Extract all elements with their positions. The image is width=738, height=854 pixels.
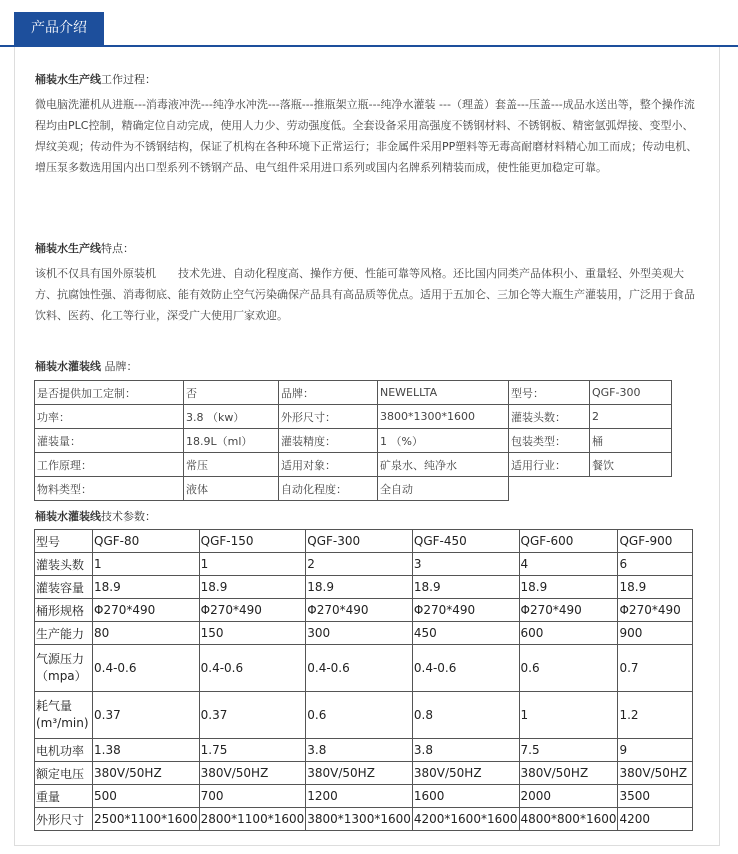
table-row xyxy=(35,808,693,831)
brand-cell: 3.8 （kw） xyxy=(184,405,279,429)
spec-cell: 600 xyxy=(519,622,618,645)
spec-cell: 桶形规格 xyxy=(35,599,93,622)
spec-cell: 1200 xyxy=(306,785,413,808)
spec-cell: 2000 xyxy=(519,785,618,808)
spec-cell: 380V/50HZ xyxy=(306,762,413,785)
table-row xyxy=(35,692,693,739)
work-process-text: 微电脑洗灌机从进瓶---消毒液冲洗---纯净水冲洗---落瓶---推瓶架立瓶---纯净水灌装 ---（理盖）套盖---压盖---成品水送出等，整个操作流程均由PLC控制，精确定位自动完成，使用人力少、劳动强度低。全套设备采用高强度不锈钢材料、不锈钢板、精密氩弧焊接、变型小、焊纹美观；传动件为不锈钢结构，保证了机构在各种环境下正常运行；非金属件采用PP塑料等无毒高耐磨材料精心加工而成；传动电机、增压泵多数选用国内出口型系列不锈钢产品、电气组件采用进口系列或国内名牌系列精装而成，使性能更加稳定可靠。 xyxy=(35,98,698,174)
spec-cell: 电机功率 xyxy=(35,739,93,762)
brand-cell: 灌装量： xyxy=(35,429,184,453)
brand-cell: 否 xyxy=(184,381,279,405)
spec-cell: 18.9 xyxy=(306,576,413,599)
spec-cell: 1.75 xyxy=(199,739,306,762)
spec-cell: 6 xyxy=(618,553,693,576)
spec-cell: 380V/50HZ xyxy=(519,762,618,785)
brand-cell: 矿泉水、纯净水 xyxy=(378,453,509,477)
spec-cell: 3500 xyxy=(618,785,693,808)
table-row xyxy=(35,645,693,692)
brand-table xyxy=(34,380,672,501)
brand-cell: NEWELLTA xyxy=(378,381,509,405)
table-row xyxy=(35,453,672,477)
work-process-heading-bold: 桶装水生产线 xyxy=(35,73,101,86)
spec-cell: 450 xyxy=(412,622,519,645)
brand-cell: 全自动 xyxy=(378,477,509,501)
brand-cell: 自动化程度： xyxy=(279,477,378,501)
spec-cell: 0.37 xyxy=(199,692,306,739)
brand-cell: 餐饮 xyxy=(590,453,672,477)
spec-cell: 18.9 xyxy=(412,576,519,599)
brand-cell: QGF-300 xyxy=(590,381,672,405)
spec-cell: 1 xyxy=(93,553,200,576)
spec-cell: 380V/50HZ xyxy=(199,762,306,785)
spec-cell: 重量 xyxy=(35,785,93,808)
tab-product-intro[interactable]: 产品介绍 xyxy=(14,12,104,45)
spec-cell: 18.9 xyxy=(519,576,618,599)
spec-cell: 380V/50HZ xyxy=(412,762,519,785)
spec-cell: 900 xyxy=(618,622,693,645)
brand-cell: 桶 xyxy=(590,429,672,453)
features-heading xyxy=(35,241,700,257)
brand-cell: 18.9L（ml） xyxy=(184,429,279,453)
spec-cell: 0.37 xyxy=(93,692,200,739)
table-row xyxy=(35,429,672,453)
brand-cell: 适用行业： xyxy=(509,453,590,477)
spec-cell: 0.4-0.6 xyxy=(306,645,413,692)
spec-cell: 150 xyxy=(199,622,306,645)
spec-cell: 生产能力 xyxy=(35,622,93,645)
spec-cell: 0.7 xyxy=(618,645,693,692)
spec-cell: Φ270*490 xyxy=(306,599,413,622)
brand-cell: 液体 xyxy=(184,477,279,501)
spec-cell: Φ270*490 xyxy=(412,599,519,622)
table-row xyxy=(35,381,672,405)
brand-cell: 品牌： xyxy=(279,381,378,405)
spec-cell: 3.8 xyxy=(412,739,519,762)
spec-cell: 气源压力（mpa） xyxy=(35,645,93,692)
spec-cell: 7.5 xyxy=(519,739,618,762)
spec-table xyxy=(34,529,693,831)
brand-cell: 外形尺寸： xyxy=(279,405,378,429)
brand-section xyxy=(35,359,700,375)
spec-cell: 18.9 xyxy=(199,576,306,599)
table-row xyxy=(35,576,693,599)
features-heading-rest: 特点： xyxy=(101,242,134,255)
spec-cell: 0.6 xyxy=(519,645,618,692)
spec-cell: QGF-450 xyxy=(412,530,519,553)
brand-cell: 灌装精度： xyxy=(279,429,378,453)
spec-cell: 380V/50HZ xyxy=(93,762,200,785)
spec-cell: 额定电压 xyxy=(35,762,93,785)
brand-cell: 是否提供加工定制： xyxy=(35,381,184,405)
brand-heading xyxy=(35,359,700,375)
table-row xyxy=(35,530,693,553)
brand-heading-rest: 品牌： xyxy=(101,360,138,373)
brand-cell: 包装类型： xyxy=(509,429,590,453)
brand-cell: 2 xyxy=(590,405,672,429)
brand-cell: 功率： xyxy=(35,405,184,429)
spec-cell: 0.4-0.6 xyxy=(199,645,306,692)
spec-cell: 80 xyxy=(93,622,200,645)
spec-cell: QGF-300 xyxy=(306,530,413,553)
spec-cell: 3 xyxy=(412,553,519,576)
table-row xyxy=(35,477,672,501)
spec-cell: 380V/50HZ xyxy=(618,762,693,785)
spec-cell: Φ270*490 xyxy=(618,599,693,622)
work-process-heading xyxy=(35,72,700,88)
spec-cell: 型号 xyxy=(35,530,93,553)
spec-cell: 灌装头数 xyxy=(35,553,93,576)
table-row xyxy=(35,405,672,429)
spec-section xyxy=(35,509,700,525)
spec-cell: 1 xyxy=(199,553,306,576)
spec-heading xyxy=(35,509,700,525)
spec-cell: 1.38 xyxy=(93,739,200,762)
spec-cell: 18.9 xyxy=(93,576,200,599)
features-heading-bold: 桶装水生产线 xyxy=(35,242,101,255)
spec-cell: 2 xyxy=(306,553,413,576)
table-row xyxy=(35,553,693,576)
spec-cell: 1600 xyxy=(412,785,519,808)
spec-heading-rest: 技术参数： xyxy=(101,510,156,523)
table-row xyxy=(35,785,693,808)
spec-cell: 700 xyxy=(199,785,306,808)
spec-cell: 500 xyxy=(93,785,200,808)
table-row xyxy=(35,739,693,762)
features-text: 该机不仅具有国外原装机 技术先进、自动化程度高、操作方便、性能可靠等风格。还比国内同类产品体积小、重量轻、外型美观大方、抗腐蚀性强、消毒彻底、能有效防止空气污染确保产品具有高品质等优点。适用于五加仑、三加仑等大瓶生产灌装用，广泛用于食品饮料、医药、化工等行业，深受广大使用厂家欢迎。 xyxy=(35,267,695,322)
brand-heading-bold: 桶装水灌装线 xyxy=(35,360,101,373)
brand-cell: 适用对象： xyxy=(279,453,378,477)
work-process-heading-rest: 工作过程： xyxy=(101,73,156,86)
spec-cell: 2800*1100*1600 xyxy=(199,808,306,831)
spec-cell: 4200 xyxy=(618,808,693,831)
table-row xyxy=(35,762,693,785)
spec-cell: 300 xyxy=(306,622,413,645)
brand-cell: 物料类型： xyxy=(35,477,184,501)
spec-cell: 4200*1600*1600 xyxy=(412,808,519,831)
spec-cell: 外形尺寸 xyxy=(35,808,93,831)
brand-empty-cell xyxy=(509,477,672,501)
spec-cell: 1 xyxy=(519,692,618,739)
spec-cell: Φ270*490 xyxy=(519,599,618,622)
tab-bar xyxy=(0,0,738,47)
spec-cell: 2500*1100*1600 xyxy=(93,808,200,831)
spec-cell: 18.9 xyxy=(618,576,693,599)
brand-cell: 型号： xyxy=(509,381,590,405)
spec-cell: 3800*1300*1600 xyxy=(306,808,413,831)
spec-cell: 0.6 xyxy=(306,692,413,739)
spec-cell: QGF-80 xyxy=(93,530,200,553)
brand-cell: 常压 xyxy=(184,453,279,477)
spec-cell: QGF-150 xyxy=(199,530,306,553)
table-row xyxy=(35,622,693,645)
brand-cell: 3800*1300*1600 xyxy=(378,405,509,429)
spec-cell: 9 xyxy=(618,739,693,762)
table-row xyxy=(35,599,693,622)
spec-cell: 4 xyxy=(519,553,618,576)
spec-cell: 0.4-0.6 xyxy=(93,645,200,692)
spec-cell: 耗气量(m³/min) xyxy=(35,692,93,739)
spec-cell: QGF-900 xyxy=(618,530,693,553)
spec-cell: 0.8 xyxy=(412,692,519,739)
spec-cell: Φ270*490 xyxy=(199,599,306,622)
spec-cell: 灌装容量 xyxy=(35,576,93,599)
spec-cell: 1.2 xyxy=(618,692,693,739)
brand-cell: 工作原理： xyxy=(35,453,184,477)
brand-cell: 灌装头数： xyxy=(509,405,590,429)
spec-cell: Φ270*490 xyxy=(93,599,200,622)
spec-cell: 4800*800*1600 xyxy=(519,808,618,831)
work-process-section xyxy=(35,72,700,178)
spec-heading-bold: 桶装水灌装线 xyxy=(35,510,101,523)
spec-cell: QGF-600 xyxy=(519,530,618,553)
brand-cell: 1 （%） xyxy=(378,429,509,453)
spec-cell: 3.8 xyxy=(306,739,413,762)
features-section xyxy=(35,241,700,326)
spec-cell: 0.4-0.6 xyxy=(412,645,519,692)
